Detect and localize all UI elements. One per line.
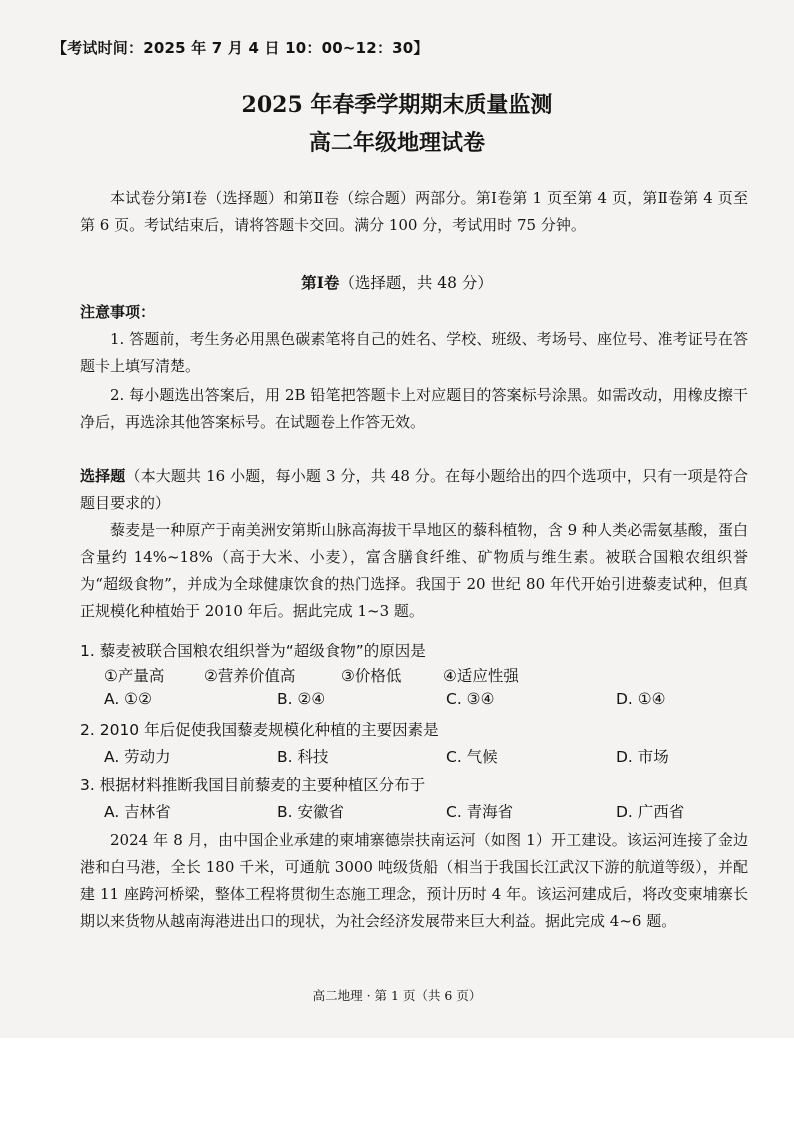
q1-statement: ③价格低 (341, 667, 402, 685)
section-heading (0, 271, 794, 293)
q1-statement: ④适应性强 (443, 667, 519, 685)
page-footer: 高二地理 · 第 1 页（共 6 页） (312, 988, 482, 1003)
note-item: 1. 答题前，考生务必用黑色碳素笔将自己的姓名、学校、班级、考场号、座位号、准考证号在答题卡上填写清楚。 (80, 330, 748, 375)
passage-quinoa: 藜麦是一种原产于南美洲安第斯山脉高海拔干旱地区的藜科植物，含 9 种人类必需氨基酸，蛋白含量约 14%~18%（高于大米、小麦），富含膳食纤维、矿物质与维生素。被联合国粮农组织誉为“超级食物”，并成为全球健康饮食的热门选择。我国于 20 世纪 80 年代开始引进藜麦试种，但真正规模化种植始于 2010 年后。据此完成 1~3 题。 (80, 521, 748, 620)
section-name: 第Ⅰ卷 (301, 273, 340, 292)
exam-intro: 本试卷分第Ⅰ卷（选择题）和第Ⅱ卷（综合题）两部分。第Ⅰ卷第 1 页至第 4 页，第Ⅱ卷第 4 页至第 6 页。考试结束后，请将答题卡交回。满分 100 分，考试用时 75 分钟。 (80, 189, 748, 234)
exam-subtitle: 高二年级地理试卷 (308, 130, 485, 156)
passage-canal: 2024 年 8 月，由中国企业承建的柬埔寨德崇扶南运河（如图 1）开工建设。该运河连接了金边港和白马港，全长 180 千米，可通航 3000 吨级货船（相当于我国长江武汉下游的航道等级），并配建 11 座跨河桥梁，整体工程将贯彻生态施工理念，预计历时 4 年。该运河建成后，将改变柬埔寨长期以来货物从越南海港进出口的现状，为社会经济发展带来巨大利益。据此完成 4~6 题。 (80, 831, 748, 930)
exam-title: 2025 年春季学期期末质量监测 (241, 92, 553, 118)
question-2-stem: 2. 2010 年后促使我国藜麦规模化种植的主要因素是 (80, 721, 439, 739)
q1-statement: ②营养价值高 (204, 667, 296, 685)
q3-option-c[interactable]: C. 青海省 (446, 803, 514, 821)
q2-option-b[interactable]: B. 科技 (277, 748, 329, 766)
note-item: 2. 每小题选出答案后，用 2B 铅笔把答题卡上对应题目的答案标号涂黑。如需改动，用橡皮擦干净后，再选涂其他答案标号。在试题卷上作答无效。 (80, 386, 748, 431)
exam-time-notice: 【考试时间：2025 年 7 月 4 日 10：00~12：30】 (52, 39, 429, 57)
q1-option-d[interactable]: D. ①④ (616, 690, 666, 708)
choice-section-intro (80, 463, 748, 517)
q2-option-d[interactable]: D. 市场 (616, 748, 669, 766)
notes-heading: 注意事项： (80, 303, 156, 321)
q1-statement: ①产量高 (104, 667, 165, 685)
q2-option-a[interactable]: A. 劳动力 (104, 748, 171, 766)
section-desc: （选择题，共 48 分） (339, 274, 493, 292)
q2-option-c[interactable]: C. 气候 (446, 748, 498, 766)
choice-section-label: 选择题 (80, 467, 126, 485)
q1-option-c[interactable]: C. ③④ (446, 690, 495, 708)
q1-option-b[interactable]: B. ②④ (277, 690, 326, 708)
q1-option-a[interactable]: A. ①② (104, 690, 152, 708)
q3-option-b[interactable]: B. 安徽省 (277, 803, 344, 821)
q3-option-d[interactable]: D. 广西省 (616, 803, 685, 821)
question-1-stem: 1. 藜麦被联合国粮农组织誉为“超级食物”的原因是 (80, 642, 426, 660)
question-3-stem: 3. 根据材料推断我国目前藜麦的主要种植区分布于 (80, 776, 426, 794)
choice-section-desc: （本大题共 16 小题，每小题 3 分，共 48 分。在每小题给出的四个选项中，只有一项是符合题目要求的） (80, 467, 748, 512)
q3-option-a[interactable]: A. 吉林省 (104, 803, 171, 821)
